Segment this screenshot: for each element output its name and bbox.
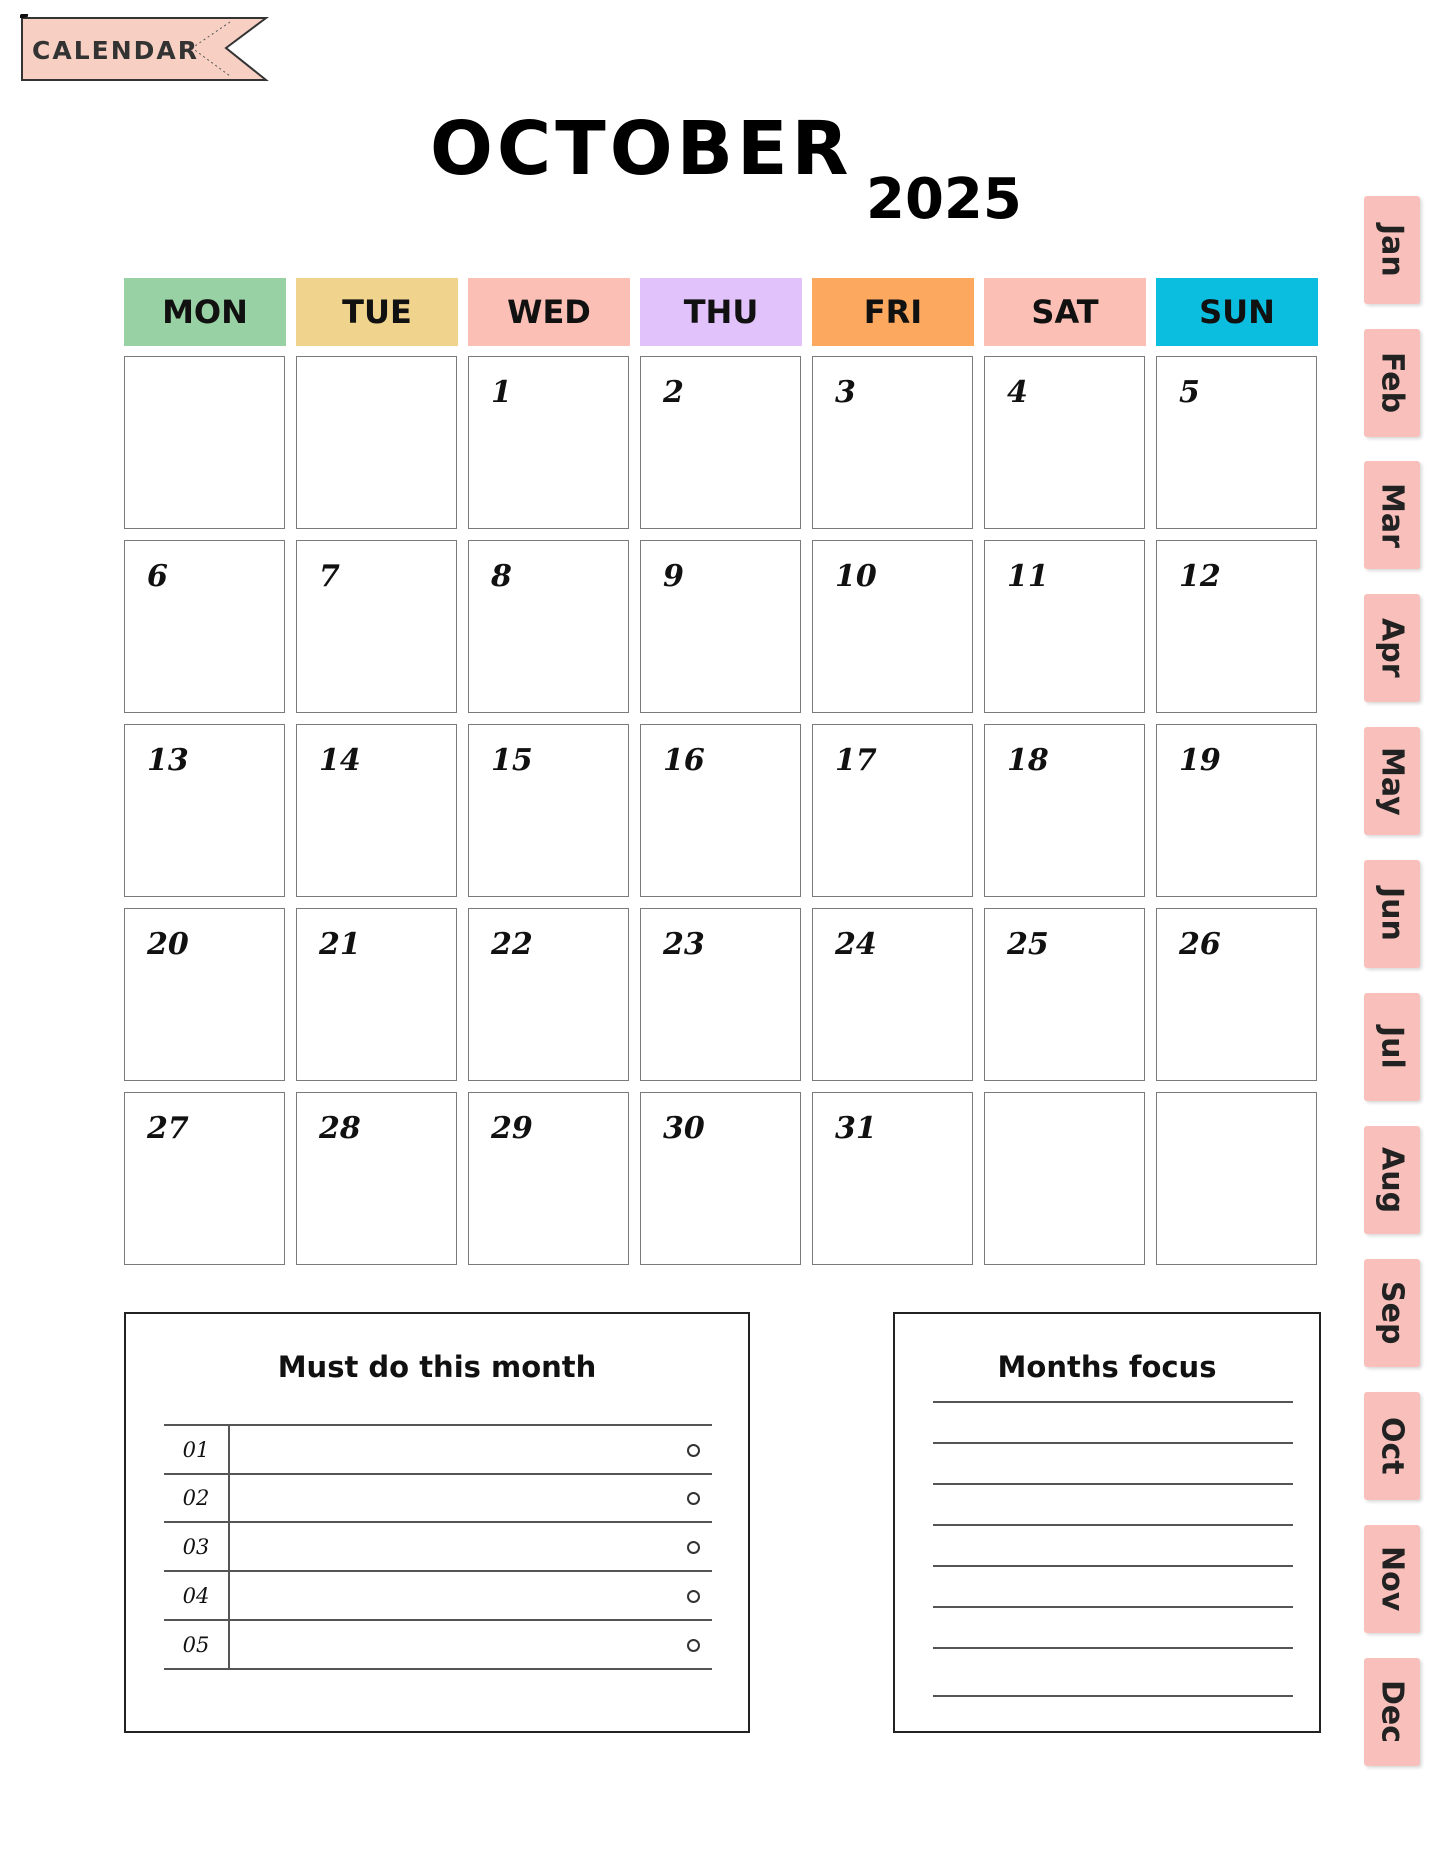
todo-checkbox-icon[interactable] <box>687 1444 700 1457</box>
day-number: 7 <box>319 559 340 594</box>
day-number: 16 <box>663 743 705 778</box>
ribbon-label: CALENDAR <box>32 36 199 65</box>
day-number: 10 <box>835 559 877 594</box>
day-cell[interactable] <box>468 356 629 529</box>
day-cell[interactable] <box>468 1092 629 1265</box>
year-title: 2025 <box>866 167 1022 232</box>
month-tab-jan[interactable] <box>1364 196 1420 304</box>
month-tab-label: Oct <box>1374 1417 1410 1475</box>
day-number: 22 <box>491 927 533 962</box>
weekday-sat: SAT <box>984 278 1146 346</box>
day-cell[interactable] <box>984 356 1145 529</box>
day-cell[interactable] <box>640 356 801 529</box>
month-tab-label: Jan <box>1374 223 1410 277</box>
day-cell[interactable] <box>1156 540 1317 713</box>
day-number: 23 <box>663 927 705 962</box>
todo-checkbox-icon[interactable] <box>687 1639 700 1652</box>
month-tab-aug[interactable] <box>1364 1126 1420 1234</box>
month-tab-may[interactable] <box>1364 727 1420 835</box>
todo-number: 05 <box>164 1621 230 1668</box>
day-number: 13 <box>147 743 189 778</box>
day-number: 27 <box>147 1111 189 1146</box>
focus-line[interactable] <box>933 1401 1293 1403</box>
day-cell[interactable] <box>812 1092 973 1265</box>
day-number: 15 <box>491 743 533 778</box>
day-cell[interactable] <box>984 1092 1145 1265</box>
todo-number: 03 <box>164 1523 230 1570</box>
weekday-sun: SUN <box>1156 278 1318 346</box>
day-cell[interactable] <box>296 724 457 897</box>
month-tab-label: Aug <box>1374 1146 1410 1214</box>
day-number: 29 <box>491 1111 533 1146</box>
focus-line[interactable] <box>933 1647 1293 1649</box>
month-tab-label: Sep <box>1374 1281 1410 1345</box>
day-cell[interactable] <box>1156 908 1317 1081</box>
day-cell[interactable] <box>812 908 973 1081</box>
day-number: 6 <box>147 559 168 594</box>
day-number: 26 <box>1179 927 1221 962</box>
day-number: 17 <box>835 743 877 778</box>
day-number: 19 <box>1179 743 1221 778</box>
day-cell[interactable] <box>984 908 1145 1081</box>
day-cell[interactable] <box>124 356 285 529</box>
month-tab-apr[interactable] <box>1364 594 1420 702</box>
weekday-wed: WED <box>468 278 630 346</box>
month-tab-mar[interactable] <box>1364 461 1420 569</box>
month-tab-sep[interactable] <box>1364 1259 1420 1367</box>
day-cell[interactable] <box>812 356 973 529</box>
day-cell[interactable] <box>812 724 973 897</box>
todo-row[interactable] <box>164 1621 712 1670</box>
day-number: 14 <box>319 743 361 778</box>
todo-row[interactable] <box>164 1572 712 1621</box>
day-number: 8 <box>491 559 512 594</box>
must-do-title: Must do this month <box>277 1350 597 1384</box>
day-cell[interactable] <box>296 540 457 713</box>
todo-number: 01 <box>164 1426 230 1473</box>
focus-line[interactable] <box>933 1442 1293 1444</box>
month-tab-label: Dec <box>1374 1680 1410 1744</box>
day-number: 31 <box>835 1111 877 1146</box>
day-cell[interactable] <box>296 908 457 1081</box>
focus-line[interactable] <box>933 1606 1293 1608</box>
weekday-tue: TUE <box>296 278 458 346</box>
day-number: 28 <box>319 1111 361 1146</box>
day-cell[interactable] <box>124 1092 285 1265</box>
day-number: 3 <box>835 375 856 410</box>
day-cell[interactable] <box>124 908 285 1081</box>
day-number: 5 <box>1179 375 1200 410</box>
month-tab-nov[interactable] <box>1364 1525 1420 1633</box>
month-tab-dec[interactable] <box>1364 1658 1420 1766</box>
todo-checkbox-icon[interactable] <box>687 1541 700 1554</box>
day-cell[interactable] <box>124 724 285 897</box>
day-cell[interactable] <box>640 724 801 897</box>
month-title: OCTOBER <box>430 106 853 192</box>
month-tab-label: Nov <box>1374 1546 1410 1612</box>
day-cell[interactable] <box>468 908 629 1081</box>
todo-number: 04 <box>164 1572 230 1619</box>
day-number: 12 <box>1179 559 1221 594</box>
month-tab-label: Jul <box>1374 1025 1410 1069</box>
month-tab-label: May <box>1374 746 1410 816</box>
day-cell[interactable] <box>124 540 285 713</box>
focus-line[interactable] <box>933 1695 1293 1697</box>
day-cell[interactable] <box>640 1092 801 1265</box>
day-cell[interactable] <box>296 1092 457 1265</box>
month-tab-label: Apr <box>1374 618 1410 678</box>
must-do-panel <box>124 1312 750 1733</box>
month-tab-jul[interactable] <box>1364 993 1420 1101</box>
month-tab-label: Mar <box>1374 482 1410 548</box>
todo-row[interactable] <box>164 1424 712 1475</box>
day-cell[interactable] <box>640 540 801 713</box>
month-tab-oct[interactable] <box>1364 1392 1420 1500</box>
day-cell[interactable] <box>640 908 801 1081</box>
todo-checkbox-icon[interactable] <box>687 1590 700 1603</box>
day-cell[interactable] <box>296 356 457 529</box>
day-number: 11 <box>1007 559 1049 594</box>
todo-row[interactable] <box>164 1474 712 1523</box>
day-cell[interactable] <box>984 540 1145 713</box>
day-cell[interactable] <box>1156 356 1317 529</box>
day-cell[interactable] <box>984 724 1145 897</box>
months-focus-panel <box>893 1312 1321 1733</box>
focus-line[interactable] <box>933 1565 1293 1567</box>
day-number: 25 <box>1007 927 1049 962</box>
calendar-ribbon <box>20 14 270 84</box>
day-number: 20 <box>147 927 189 962</box>
day-number: 18 <box>1007 743 1049 778</box>
month-tab-label: Jun <box>1374 887 1410 941</box>
month-tab-feb[interactable] <box>1364 329 1420 437</box>
day-number: 30 <box>663 1111 705 1146</box>
todo-row[interactable] <box>164 1523 712 1572</box>
day-cell[interactable] <box>1156 1092 1317 1265</box>
day-number: 9 <box>663 559 684 594</box>
month-tab-jun[interactable] <box>1364 860 1420 968</box>
months-focus-title: Months focus <box>997 1350 1217 1384</box>
day-number: 4 <box>1007 375 1028 410</box>
weekday-mon: MON <box>124 278 286 346</box>
focus-line[interactable] <box>933 1483 1293 1485</box>
day-number: 21 <box>319 927 361 962</box>
weekday-fri: FRI <box>812 278 974 346</box>
day-cell[interactable] <box>812 540 973 713</box>
day-number: 1 <box>491 375 512 410</box>
todo-number: 02 <box>164 1474 230 1521</box>
day-cell[interactable] <box>1156 724 1317 897</box>
day-number: 2 <box>663 375 684 410</box>
todo-checkbox-icon[interactable] <box>687 1492 700 1505</box>
day-cell[interactable] <box>468 540 629 713</box>
weekday-thu: THU <box>640 278 802 346</box>
day-number: 24 <box>835 927 877 962</box>
month-tab-label: Feb <box>1374 352 1410 414</box>
focus-line[interactable] <box>933 1524 1293 1526</box>
day-cell[interactable] <box>468 724 629 897</box>
